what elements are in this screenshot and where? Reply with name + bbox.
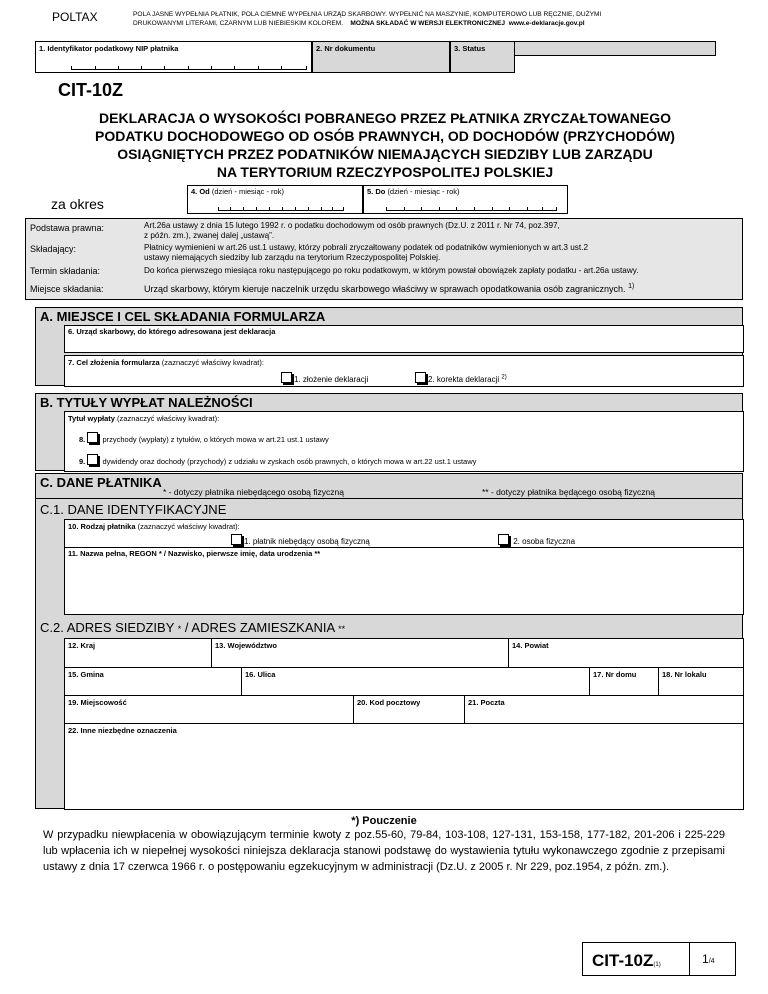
checkbox-icon[interactable]	[498, 534, 509, 545]
address-fields	[64, 638, 744, 810]
other-designations-field[interactable]	[65, 724, 745, 810]
period-to-label: 5. Do	[367, 187, 386, 196]
municipality-label: 15. Gmina	[68, 670, 104, 679]
document-number-label: 2. Nr dokumentu	[316, 44, 376, 53]
post-office-label: 21. Poczta	[468, 698, 505, 707]
period-from-hint: (dzień - miesiąc - rok)	[211, 187, 284, 196]
poltax-label: POLTAX	[52, 10, 98, 24]
period-label: za okres	[51, 196, 104, 212]
full-name-label: 11. Nazwa pełna, REGON * / Nazwisko, pierwsze imię, data urodzenia **	[68, 549, 321, 558]
period-to-hint: (dzień - miesiąc - rok)	[387, 187, 460, 196]
option-natural[interactable]	[498, 534, 575, 546]
other-designations-label: 22. Inne niezbędne oznaczenia	[68, 726, 177, 735]
form-code: CIT-10Z	[58, 80, 124, 100]
section-c2-title	[40, 620, 345, 635]
checkbox-icon[interactable]	[87, 432, 98, 443]
house-number-field[interactable]	[590, 668, 658, 695]
field-8-number: 8.	[79, 435, 86, 444]
municipality-field[interactable]	[65, 668, 241, 695]
payment-title-field	[64, 411, 744, 472]
section-c2-title-main: C.2. ADRES SIEDZIBY	[40, 620, 175, 635]
payment-title-label: Tytuł wypłaty	[68, 414, 115, 423]
footer-version: (1)	[653, 962, 661, 968]
correction-footnote: 2)	[501, 374, 507, 381]
basis-text-line: z późn. zm.), zwanej dalej „ustawą”.	[144, 231, 275, 240]
section-c	[35, 473, 743, 809]
apartment-number-field[interactable]	[659, 668, 745, 695]
full-name-input[interactable]	[65, 558, 743, 614]
form-title	[30, 109, 740, 181]
section-a-title: A. MIEJSCE I CEL SKŁADANIA FORMULARZA	[40, 309, 326, 324]
filer-label: Składający:	[30, 244, 77, 254]
deadline-text: Do końca pierwszego miesiąca roku następującego po roku podatkowym, w którym powstał obowiązek zapłaty podatku - art.26a ustawy.	[144, 266, 639, 275]
page-number	[702, 952, 715, 966]
place-text	[144, 283, 634, 294]
section-c-title: C. DANE PŁATNIKA	[40, 475, 162, 490]
house-number-label: 17. Nr domu	[593, 670, 637, 679]
footer-code	[592, 951, 661, 971]
country-field[interactable]	[65, 639, 211, 667]
field-8-label: przychody (wypłaty) z tytułów, o których mowa w art.21 ust.1 ustawy	[102, 435, 329, 444]
purpose-field	[64, 355, 744, 387]
website-link[interactable]: www.e-deklaracje.gov.pl	[508, 20, 585, 27]
period-to-field[interactable]	[363, 185, 568, 214]
field-9-number: 9.	[79, 457, 86, 466]
tax-office-field[interactable]	[64, 325, 744, 353]
instructions-line2: DRUKOWANYMI LITERAMI, CZARNYM LUB NIEBIESKIM KOLOREM.	[133, 20, 344, 27]
section-b-title: B. TYTUŁY WYPŁAT NALEŻNOŚCI	[40, 395, 253, 410]
title-line: OSIĄGNIĘTYCH PRZEZ PODATNIKÓW NIEMAJĄCYCH SIEDZIBY LUB ZARZĄDU	[117, 146, 653, 162]
basis-text-line: Art.26a ustawy z dnia 15 lutego 1992 r. o podatku dochodowym od osób prawnych (Dz.U. z 2011 r. Nr 74, poz.397,	[144, 221, 560, 230]
page-total: /4	[708, 958, 715, 965]
notice-text: W przypadku niewpłacenia w obowiązującym terminie kwoty z poz.55-60, 79-84, 103-108, 127-131, 153-158, 177-182, 201-206 i 225-229 lub wpłacenia ich w niepełnej wysokości niniejsza deklaracja stanowi podstawę do wystawienia tytułu wykonawczego zgodnie z przepisami ustawy z dnia 17 czerwca 1966 r. o postępowaniu egzekucyjnym w administracji (Dz.U. z 2005 r. Nr 229, poz.1954, z późn. zm.).	[43, 829, 725, 873]
nip-field[interactable]	[35, 41, 312, 73]
note-natural-person: ** - dotyczy płatnika będącego osobą fizyczną	[482, 487, 655, 497]
tax-office-label: 6. Urząd skarbowy, do którego adresowana jest deklaracja	[68, 327, 276, 336]
voivodeship-field[interactable]	[212, 639, 508, 667]
voivodeship-label: 13. Województwo	[215, 641, 277, 650]
option-natural-label: 2. osoba fizyczna	[513, 537, 576, 546]
section-a	[35, 307, 743, 386]
locality-label: 19. Miejscowość	[68, 698, 127, 707]
identification-fields	[64, 519, 744, 615]
filer-text-line: ustawy niemających siedziby lub zarządu na terytorium Rzeczypospolitej Polskiej.	[144, 253, 441, 262]
title-line: NA TERYTORIUM RZECZYPOSPOLITEJ POLSKIEJ	[216, 164, 554, 180]
option-correction-label: 2. korekta deklaracji	[428, 375, 500, 384]
county-label: 14. Powiat	[512, 641, 549, 650]
section-c2-title-alt: / ADRES ZAMIESZKANIA	[184, 620, 335, 635]
basis-label: Podstawa prawna:	[30, 223, 105, 233]
status-field	[450, 41, 515, 73]
status-label: 3. Status	[454, 44, 486, 53]
instructions-line1: POLA JASNE WYPEŁNIA PŁATNIK, POLA CIEMNE WYPEŁNIA URZĄD SKARBOWY. WYPEŁNIĆ NA MASZYNIE, KOMPUTEROWO LUB RĘCZNIE, DUŻYMI	[133, 11, 602, 18]
c2-star: *	[177, 624, 182, 634]
payer-type-label: 10. Rodzaj płatnika	[68, 522, 136, 531]
street-label: 16. Ulica	[245, 670, 276, 679]
locality-field[interactable]	[65, 696, 353, 723]
place-text-main: Urząd skarbowy, którym kieruje naczelnik urzędu skarbowego właściwy w sprawach opodatkowania osób zagranicznych.	[144, 284, 626, 294]
footer-box	[582, 942, 736, 976]
title-line: DEKLARACJA O WYSOKOŚCI POBRANEGO PRZEZ PŁATNIKA ZRYCZAŁTOWANEGO	[99, 110, 671, 126]
place-label: Miejsce składania:	[30, 284, 104, 294]
checkbox-icon[interactable]	[415, 372, 426, 383]
filer-text	[144, 243, 588, 263]
fill-instructions	[133, 10, 601, 28]
c2-stars: **	[338, 624, 346, 634]
title-line: PODATKU DOCHODOWEGO OD OSÓB PRAWNYCH, OD DOCHODÓW (PRZYCHODÓW)	[95, 128, 675, 144]
checkbox-icon[interactable]	[231, 534, 242, 545]
section-c1-title: C.1. DANE IDENTYFIKACYJNE	[40, 502, 227, 517]
filer-text-line: Płatnicy wymienieni w art.26 ust.1 ustawy, którzy pobrali zryczałtowany podatek od podatników wymienionych w art.3 ust.2	[144, 243, 588, 252]
page-current: 1	[702, 952, 709, 966]
county-field[interactable]	[509, 639, 745, 667]
period-from-field[interactable]	[187, 185, 363, 214]
option-filing[interactable]	[281, 372, 368, 384]
period-from-label: 4. Od	[191, 187, 210, 196]
option-field-9[interactable]	[79, 454, 476, 466]
footer-form-code: CIT-10Z	[592, 951, 654, 970]
option-non-natural[interactable]	[231, 534, 370, 546]
option-field-8[interactable]	[79, 432, 329, 444]
option-filing-label: 1. złożenie deklaracji	[294, 375, 369, 384]
postal-code-field[interactable]	[354, 696, 464, 723]
notice-title: *) Pouczenie	[351, 815, 417, 827]
section-b	[35, 393, 743, 471]
note-non-natural-person: * - dotyczy płatnika niebędącego osobą fizyczną	[163, 487, 344, 497]
purpose-label: 7. Cel złożenia formularza	[68, 358, 160, 367]
option-correction[interactable]	[415, 372, 507, 384]
payer-type-hint: (zaznaczyć właściwy kwadrat):	[137, 522, 240, 531]
payment-title-hint: (zaznaczyć właściwy kwadrat):	[117, 414, 220, 423]
post-office-field[interactable]	[465, 696, 745, 723]
purpose-hint: (zaznaczyć właściwy kwadrat):	[161, 358, 264, 367]
apartment-number-label: 18. Nr lokalu	[662, 670, 707, 679]
basis-text	[144, 221, 560, 241]
street-field[interactable]	[242, 668, 589, 695]
place-footnote: 1)	[628, 283, 635, 290]
postal-code-label: 20. Kod pocztowy	[357, 698, 421, 707]
checkbox-icon[interactable]	[87, 454, 98, 465]
option-non-natural-label: 1. płatnik niebędący osobą fizyczną	[244, 537, 370, 546]
electronic-note: MOŻNA SKŁADAĆ W WERSJI ELEKTRONICZNEJ	[350, 20, 506, 27]
document-number-field	[312, 41, 450, 73]
deadline-label: Termin składania:	[30, 266, 101, 276]
checkbox-icon[interactable]	[281, 372, 292, 383]
field-9-label: dywidendy oraz dochody (przychody) z udziału w zyskach osób prawnych, o których mowa w art.22 ust.1 ustawy	[102, 457, 477, 466]
country-label: 12. Kraj	[68, 641, 96, 650]
nip-field-label: 1. Identyfikator podatkowy NIP płatnika	[39, 44, 179, 53]
